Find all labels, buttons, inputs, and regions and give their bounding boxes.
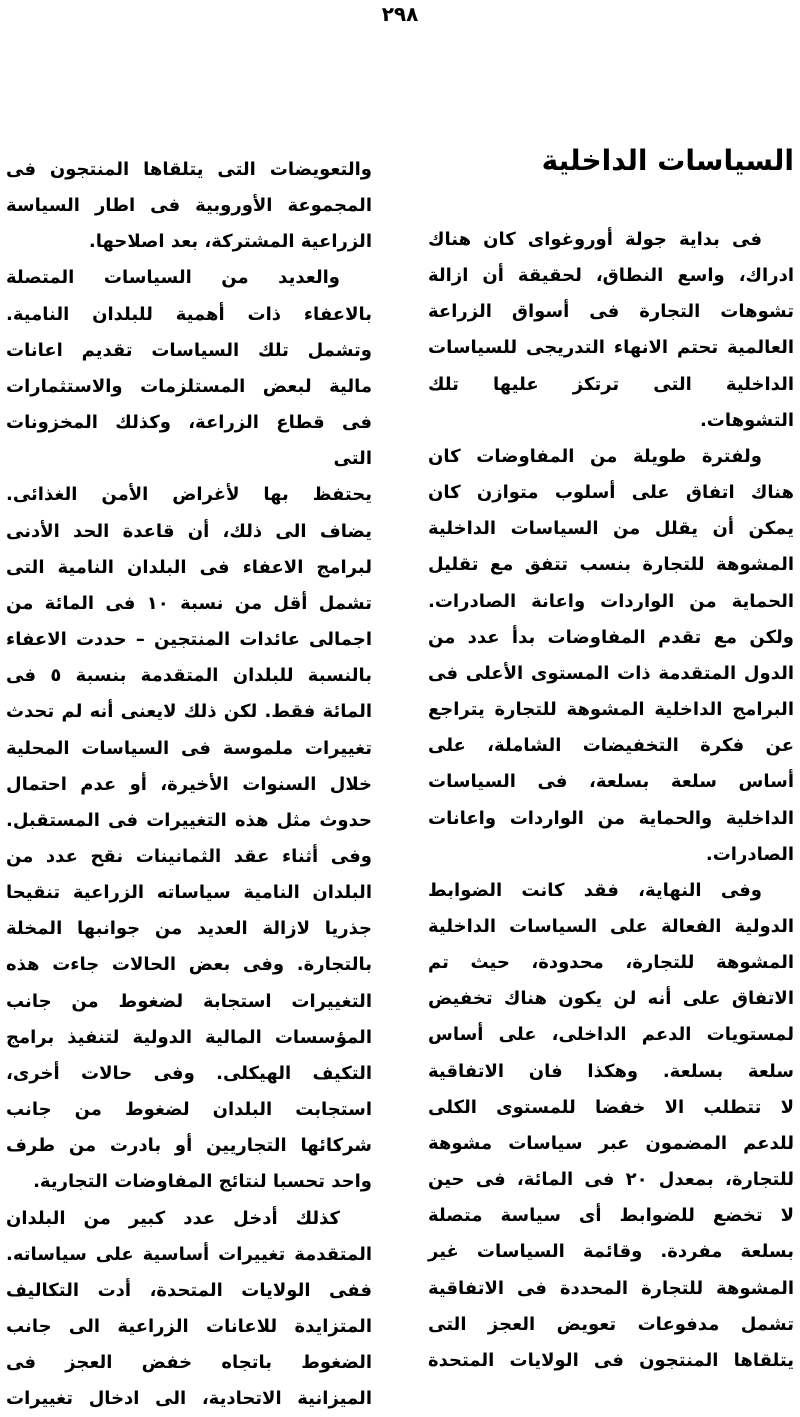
text-line: المشوهة للتجارة، محدودة، حيث تم: [428, 952, 794, 974]
text-line: التشوهات.: [699, 409, 794, 431]
text-line: العالمية تحتم الانهاء التدريجى للسياسات: [428, 337, 794, 359]
text-line: سلعة بسلعة. وهكذا فان الاتفاقية: [428, 1060, 794, 1082]
text-line: المائة فقط. لكن ذلك لايعنى أنه لم تحدث: [6, 701, 372, 723]
text-line: مالية لبعض المستلزمات والاستثمارات: [6, 375, 372, 397]
text-line: بسلعة مفردة. وقائمة السياسات غير: [428, 1241, 794, 1263]
text-line: للتجارة، بمعدل ٢٠ فى المائة، فى حين: [428, 1169, 794, 1191]
text-line: أساس سلعة بسلعة، فى السياسات: [428, 771, 794, 793]
text-line: تغييرات ملموسة فى السياسات المحلية: [6, 737, 372, 759]
text-line: ولكن مع تقدم المفاوضات بدأ عدد من: [428, 626, 794, 648]
text-line: يحتفظ بها لأغراض الأمن الغذائى.: [6, 484, 372, 506]
text-line: المجموعة الأوروبية فى اطار السياسة: [6, 195, 372, 217]
text-line: عن فكرة التخفيضات الشاملة، على: [428, 735, 794, 757]
text-line: المؤسسات المالية الدولية لتنفيذ برامج: [6, 1026, 372, 1048]
text-line: لا تخضع للضوابط أى سياسة متصلة: [428, 1205, 794, 1227]
right-column: [428, 222, 794, 1379]
text-line: جذريا لازالة العديد من جوانبها المخلة: [6, 918, 372, 940]
text-line: بالنسبة للبلدان المتقدمة بنسبة ٥ فى: [6, 665, 372, 687]
text-line: ففى الولايات المتحدة، أدت التكاليف: [6, 1279, 372, 1301]
text-line: الدولية الفعالة على السياسات الداخلية: [428, 915, 794, 937]
text-line: وتشمل تلك السياسات تقديم اعانات: [6, 339, 372, 361]
text-line: ادراك، واسع النطاق، لحقيقة أن ازالة: [428, 265, 794, 287]
left-column: [6, 152, 372, 1417]
text-line: بالتجارة. وفى بعض الحالات جاءت هذه: [6, 954, 372, 976]
text-line: لمستويات الدعم الداخلى، على أساس: [428, 1024, 794, 1046]
text-line: الداخلية التى ترتكز عليها تلك: [428, 373, 794, 395]
text-line: الاتفاق على أنه لن يكون هناك تخفيض: [428, 988, 794, 1010]
text-line: واحد تحسبا لنتائج المفاوضات التجارية.: [33, 1171, 372, 1193]
text-line: لبرامج الاعفاء فى البلدان النامية التى: [6, 556, 372, 578]
text-line: المشوهة للتجارة بنسب تتفق مع تقليل: [428, 554, 794, 576]
text-line: شركائها التجاريين أو بادرت من طرف: [6, 1135, 372, 1157]
paragraph: [6, 260, 372, 1200]
text-line: المتقدمة تغييرات أساسية على سياساته.: [6, 1243, 372, 1265]
text-line: فى بداية جولة أوروغواى كان هناك: [428, 229, 762, 250]
text-line: يتلقاها المنتجون فى الولايات المتحدة: [428, 1349, 794, 1371]
page-number: ٢٩٨: [381, 2, 419, 26]
text-line: الصادرات.: [705, 843, 794, 865]
text-line: يمكن أن يقلل من السياسات الداخلية: [428, 518, 794, 540]
section-title: السياسات الداخلية: [541, 144, 794, 177]
text-line: ولفترة طويلة من المفاوضات كان: [428, 445, 762, 467]
text-line: التكيف الهيكلى. وفى حالات أخرى،: [6, 1062, 372, 1084]
text-line: حدوث مثل هذه التغييرات فى المستقبل.: [6, 809, 372, 831]
text-line: البلدان النامية سياساته الزراعية تنقيحا: [6, 882, 372, 904]
text-line: يضاف الى ذلك، أن قاعدة الحد الأدنى: [6, 520, 372, 542]
text-line: لا تتطلب الا خفضا للمستوى الكلى: [428, 1096, 794, 1118]
text-line: وفى أثناء عقد الثمانينات نقح عدد من: [6, 845, 372, 867]
text-line: للدعم المضمون عبر سياسات مشوهة: [428, 1132, 794, 1154]
paragraph: [6, 152, 372, 260]
text-line: فى قطاع الزراعة، وكذلك المخزونات التى: [6, 412, 372, 470]
text-line: الضغوط باتجاه خفض العجز فى: [6, 1352, 372, 1374]
paragraph: [6, 1201, 372, 1417]
text-line: استجابت البلدان لضغوط من جانب: [6, 1099, 372, 1121]
text-line: خلال السنوات الأخيرة، أو عدم احتمال: [6, 773, 372, 795]
text-line: تشمل مدفوعات تعويض العجز التى: [428, 1313, 794, 1335]
text-line: وفى النهاية، فقد كانت الضوابط: [428, 879, 762, 901]
text-line: هناك اتفاق على أسلوب متوازن كان: [428, 482, 794, 504]
text-line: والعديد من السياسات المتصلة: [6, 267, 340, 289]
text-line: بالاعفاء ذات أهمية للبلدان النامية.: [6, 303, 372, 325]
text-line: التغييرات استجابة لضغوط من جانب: [6, 990, 372, 1012]
text-line: الحماية من الواردات واعانة الصادرات.: [428, 590, 794, 612]
text-line: المشوهة للتجارة المحددة فى الاتفاقية: [428, 1277, 794, 1299]
text-line: تشمل أقل من نسبة ١٠ فى المائة من: [6, 592, 372, 614]
text-line: كذلك أدخل عدد كبير من البلدان: [6, 1207, 340, 1229]
text-line: اجمالى عائدات المنتجين – حددت الاعفاء: [6, 629, 372, 651]
text-line: الداخلية والحماية من الواردات واعانات: [428, 807, 794, 829]
paragraph: [428, 222, 794, 439]
text-line: البرامج الداخلية المشوهة للتجارة يتراجع: [428, 699, 794, 721]
text-line: والتعويضات التى يتلقاها المنتجون فى: [6, 159, 372, 180]
text-line: المتزايدة للاعانات الزراعية الى جانب: [6, 1316, 372, 1337]
paragraph: [428, 873, 794, 1379]
text-line: الميزانية الاتحادية، الى ادخال تغييرات: [6, 1388, 372, 1410]
text-line: تشوهات التجارة فى أسواق الزراعة: [428, 301, 794, 323]
text-line: الدول المتقدمة ذات المستوى الأعلى فى: [428, 662, 794, 684]
paragraph: [428, 439, 794, 873]
text-line: الزراعية المشتركة، بعد اصلاحها.: [88, 231, 372, 253]
